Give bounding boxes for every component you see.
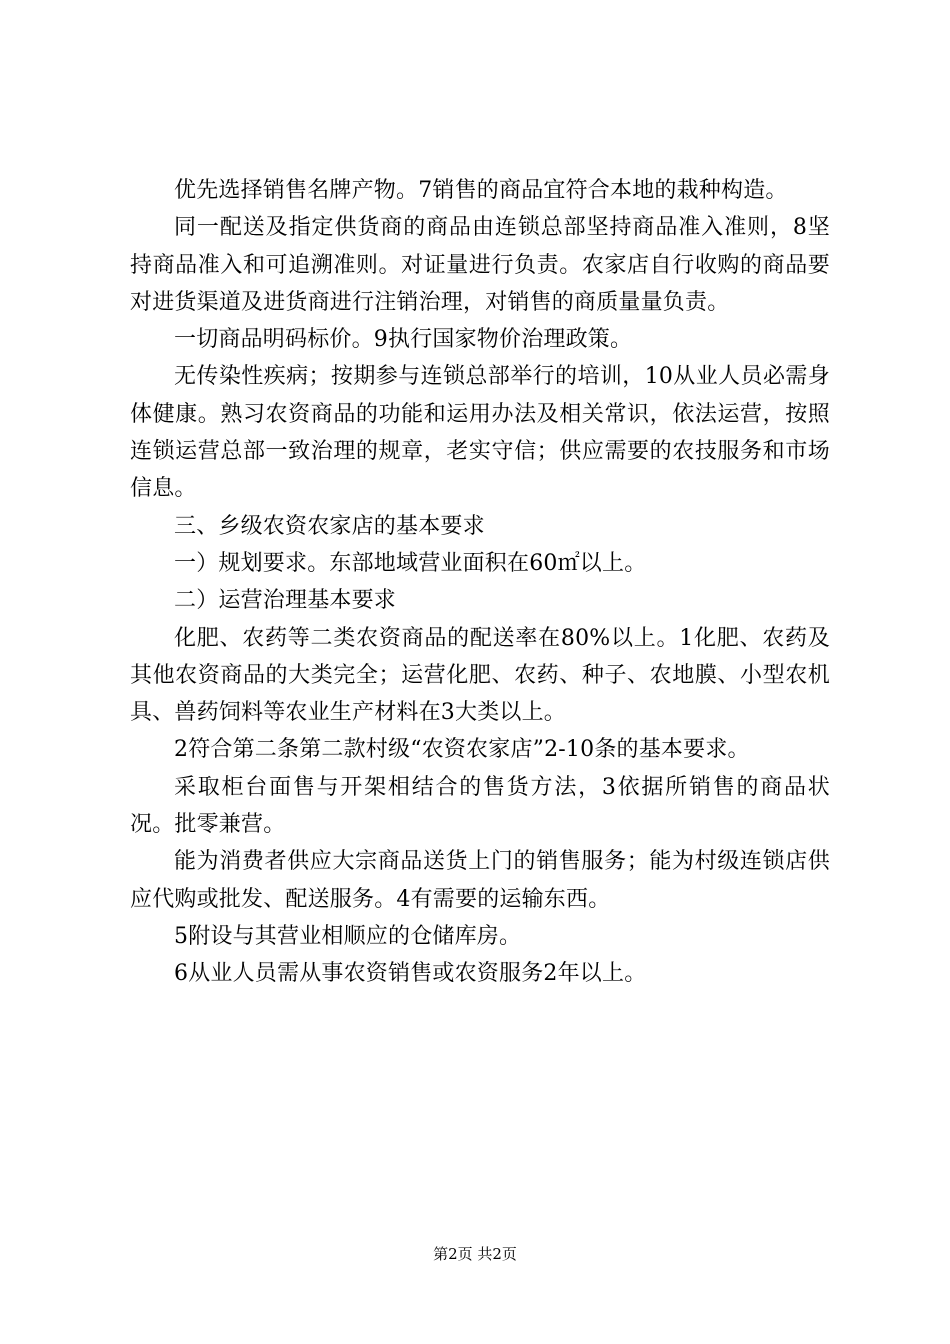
paragraph: 能为消费者供应大宗商品送货上门的销售服务；能为村级连锁店供应代购或批发、配送服务。4有需要的运输东西。 — [130, 849, 830, 912]
subsection-heading: 二）运营治理基本要求 — [174, 588, 397, 614]
paragraph: 5附设与其营业相顺应的仓储库房。 — [174, 923, 522, 949]
paragraph: 一切商品明码标价。9执行国家物价治理政策。 — [174, 327, 633, 353]
paragraph: 无传染性疾病；按期参与连锁总部举行的培训，10从业人员必需身体健康。熟习农资商品的功能和运用办法及相关常识，依法运营，按照连锁运营总部一致治理的规章，老实守信；供应需要的农技服务和市场信息。 — [130, 364, 830, 502]
paragraph: 化肥、农药等二类农资商品的配送率在80%以上。1化肥、农药及其他农资商品的大类完全；运营化肥、农药、种子、农地膜、小型农机具、兽药饲料等农业生产材料在3大类以上。 — [130, 625, 830, 726]
paragraph: 2符合第二条第二款村级“农资农家店”2-10条的基本要求。 — [174, 737, 750, 763]
paragraph: 优先选择销售名牌产物。7销售的商品宜符合本地的栽种构造。 — [174, 178, 788, 203]
document-body — [130, 172, 830, 993]
paragraph: 同一配送及指定供货商的商品由连锁总部坚持商品准入准则，8坚持商品准入和可追溯准则。对证量进行负责。农家店自行收购的商品要对进货渠道及进货商进行注销治理，对销售的商质量量负责。 — [130, 215, 830, 315]
page-number: 第2页 共2页 — [433, 1245, 517, 1263]
page-footer — [0, 1244, 950, 1264]
subsection-heading: 一）规划要求。东部地域营业面积在60㎡以上。 — [174, 550, 647, 576]
paragraph: 6从业人员需从事农资销售或农资服务2年以上。 — [174, 961, 647, 987]
section-heading: 三、乡级农资农家店的基本要求 — [174, 513, 485, 539]
paragraph: 采取柜台面售与开架相结合的售货方法，3依据所销售的商品状况。批零兼营。 — [130, 774, 830, 838]
